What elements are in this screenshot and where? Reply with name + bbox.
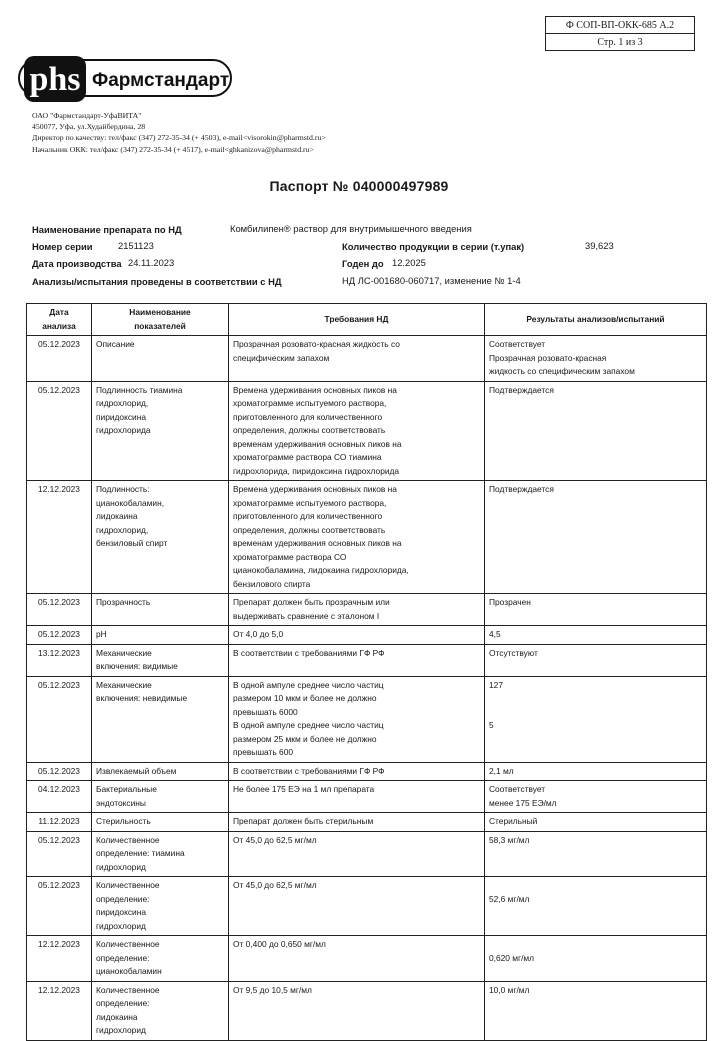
expiry-label: Годен до [342,258,384,269]
okk-head-contact: Начальник ОКК: тел/факс (347) 272-35-34 (+ 4517), e-mail<ghkanizova@pharmstd.ru> [32,144,314,154]
company-address-block [32,110,326,155]
series-value: 2151123 [118,240,154,251]
indicator-name: Описание [92,336,229,382]
nd-requirement: Препарат должен быть прозрачным или выдерживать сравнение с эталоном I [229,594,485,626]
company-address: 450077, Уфа, ул.Худайбердина, 28 [32,122,146,132]
quality-director-contact: Директор по качеству: тел/факс (347) 272-35-34 (+ 4503), e-mail<visorokin@pharmstd.ru> [32,133,326,143]
test-result: 127 5 [485,676,707,762]
indicator-name: Механические включения: невидимые [92,676,229,762]
table-row [27,781,707,813]
nd-requirement: От 45,0 до 62,5 мг/мл [229,831,485,877]
table-row [27,762,707,781]
test-result: Соответствует Прозрачная розовато-красная жидкость со специфическим запахом [485,336,707,382]
table-row [27,381,707,481]
analysis-date: 04.12.2023 [27,781,92,813]
nd-requirement: В соответствии с требованиями ГФ РФ [229,644,485,676]
table-row [27,594,707,626]
table-row [27,813,707,832]
column-header-requirements: Требования НД [229,304,485,336]
indicator-name: pH [92,626,229,645]
nd-requirement: От 45,0 до 62,5 мг/мл [229,877,485,936]
table-row [27,676,707,762]
test-result: Подтверждается [485,481,707,594]
table-row [27,877,707,936]
nd-value: НД ЛС-001680-060717, изменение № 1-4 [342,275,521,286]
analysis-date: 12.12.2023 [27,936,92,982]
company-logo [18,56,236,102]
analysis-date: 05.12.2023 [27,594,92,626]
indicator-name: Механические включения: видимые [92,644,229,676]
nd-requirement: Препарат должен быть стерильным [229,813,485,832]
logo-name: Фармстандарт [92,70,230,91]
indicator-name: Прозрачность [92,594,229,626]
analysis-date: 12.12.2023 [27,981,92,1040]
drug-name-label: Наименование препарата по НД [32,224,182,235]
test-result: 0,620 мг/мл [485,936,707,982]
production-date-value: 24.11.2023 [128,257,175,268]
production-date-label: Дата производства [32,258,122,269]
column-header-indicator: Наименование показателей [92,304,229,336]
quantity-label: Количество продукции в серии (т.упак) [342,241,525,252]
analysis-date: 13.12.2023 [27,644,92,676]
analysis-date: 05.12.2023 [27,381,92,481]
logo-mark: phs [29,61,81,98]
indicator-name: Стерильность [92,813,229,832]
analysis-date: 05.12.2023 [27,831,92,877]
table-row [27,936,707,982]
test-result: 10,0 мг/мл [485,981,707,1040]
company-org: ОАО "Фармстандарт-УфаВИТА" [32,111,142,120]
nd-requirement: В соответствии с требованиями ГФ РФ [229,762,485,781]
table-row [27,481,707,594]
results-table [26,303,707,1041]
passport-title: Паспорт № 040000497989 [269,178,449,194]
column-header-date: Дата анализа [27,304,92,336]
indicator-name: Количественное определение: лидокаина гидрохлорид [92,981,229,1040]
indicator-name: Подлинность: цианокобаламин, лидокаина гидрохлорид, бензиловый спирт [92,481,229,594]
test-result: Соответствует менее 175 ЕЭ/мл [485,781,707,813]
column-header-results: Результаты анализов/испытаний [485,304,707,336]
nd-requirement: Не более 175 ЕЭ на 1 мл препарата [229,781,485,813]
analysis-date: 05.12.2023 [27,336,92,382]
nd-requirement: От 9,5 до 10,5 мг/мл [229,981,485,1040]
nd-requirement: В одной ампуле среднее число частиц размером 10 мкм и более не должно превышать 6000 В одной ампуле среднее число частиц размером 25 мкм и более не должно превышать 600 [229,676,485,762]
test-result: Подтверждается [485,381,707,481]
test-result: 58,3 мг/мл [485,831,707,877]
test-result: 4,5 [485,626,707,645]
analysis-date: 05.12.2023 [27,676,92,762]
test-result: Прозрачен [485,594,707,626]
indicator-name: Количественное определение: тиамина гидрохлорид [92,831,229,877]
test-result: Отсутствуют [485,644,707,676]
analysis-date: 05.12.2023 [27,762,92,781]
nd-requirement: Времена удерживания основных пиков на хроматограмме испытуемого раствора, приготовленного для количественного определения, должны соответствовать временам удерживания основных пиков на хроматограмме раствора СО цианокобаламина, лидокаина гидрохлорида, бензилового спирта [229,481,485,594]
nd-label: Анализы/испытания проведены в соответствии с НД [32,276,282,287]
nd-requirement: От 4,0 до 5,0 [229,626,485,645]
test-result: Стерильный [485,813,707,832]
table-row [27,831,707,877]
analysis-date: 12.12.2023 [27,481,92,594]
document-code-box [545,16,695,51]
test-result: 52,6 мг/мл [485,877,707,936]
analysis-date: 11.12.2023 [27,813,92,832]
quantity-value: 39,623 [585,240,614,251]
analysis-date: 05.12.2023 [27,877,92,936]
indicator-name: Извлекаемый объем [92,762,229,781]
nd-requirement: Прозрачная розовато-красная жидкость со специфическим запахом [229,336,485,382]
series-label: Номер серии [32,241,93,252]
table-row [27,981,707,1040]
nd-requirement: Времена удерживания основных пиков на хроматограмме испытуемого раствора, приготовленного для количественного определения, должны соответствовать временам удерживания основных пиков на хроматограмме раствора СО тиамина гидрохлорида, пиридоксина гидрохлорида [229,381,485,481]
page-number: Стр. 1 из 3 [546,33,694,50]
document-code: Ф СОП-ВП-ОКК-685 А.2 [565,20,675,31]
indicator-name: Количественное определение: цианокобаламин [92,936,229,982]
expiry-value: 12.2025 [392,257,426,268]
indicator-name: Бактериальные эндотоксины [92,781,229,813]
table-header-row [27,304,707,336]
indicator-name: Подлинность тиамина гидрохлорид, пиридоксина гидрохлорида [92,381,229,481]
table-row [27,626,707,645]
table-row [27,644,707,676]
nd-requirement: От 0,400 до 0,650 мг/мл [229,936,485,982]
drug-name-value: Комбилипен® раствор для внутримышечного введения [230,223,472,234]
test-result: 2,1 мл [485,762,707,781]
indicator-name: Количественное определение: пиридоксина гидрохлорид [92,877,229,936]
table-row [27,336,707,382]
analysis-date: 05.12.2023 [27,626,92,645]
